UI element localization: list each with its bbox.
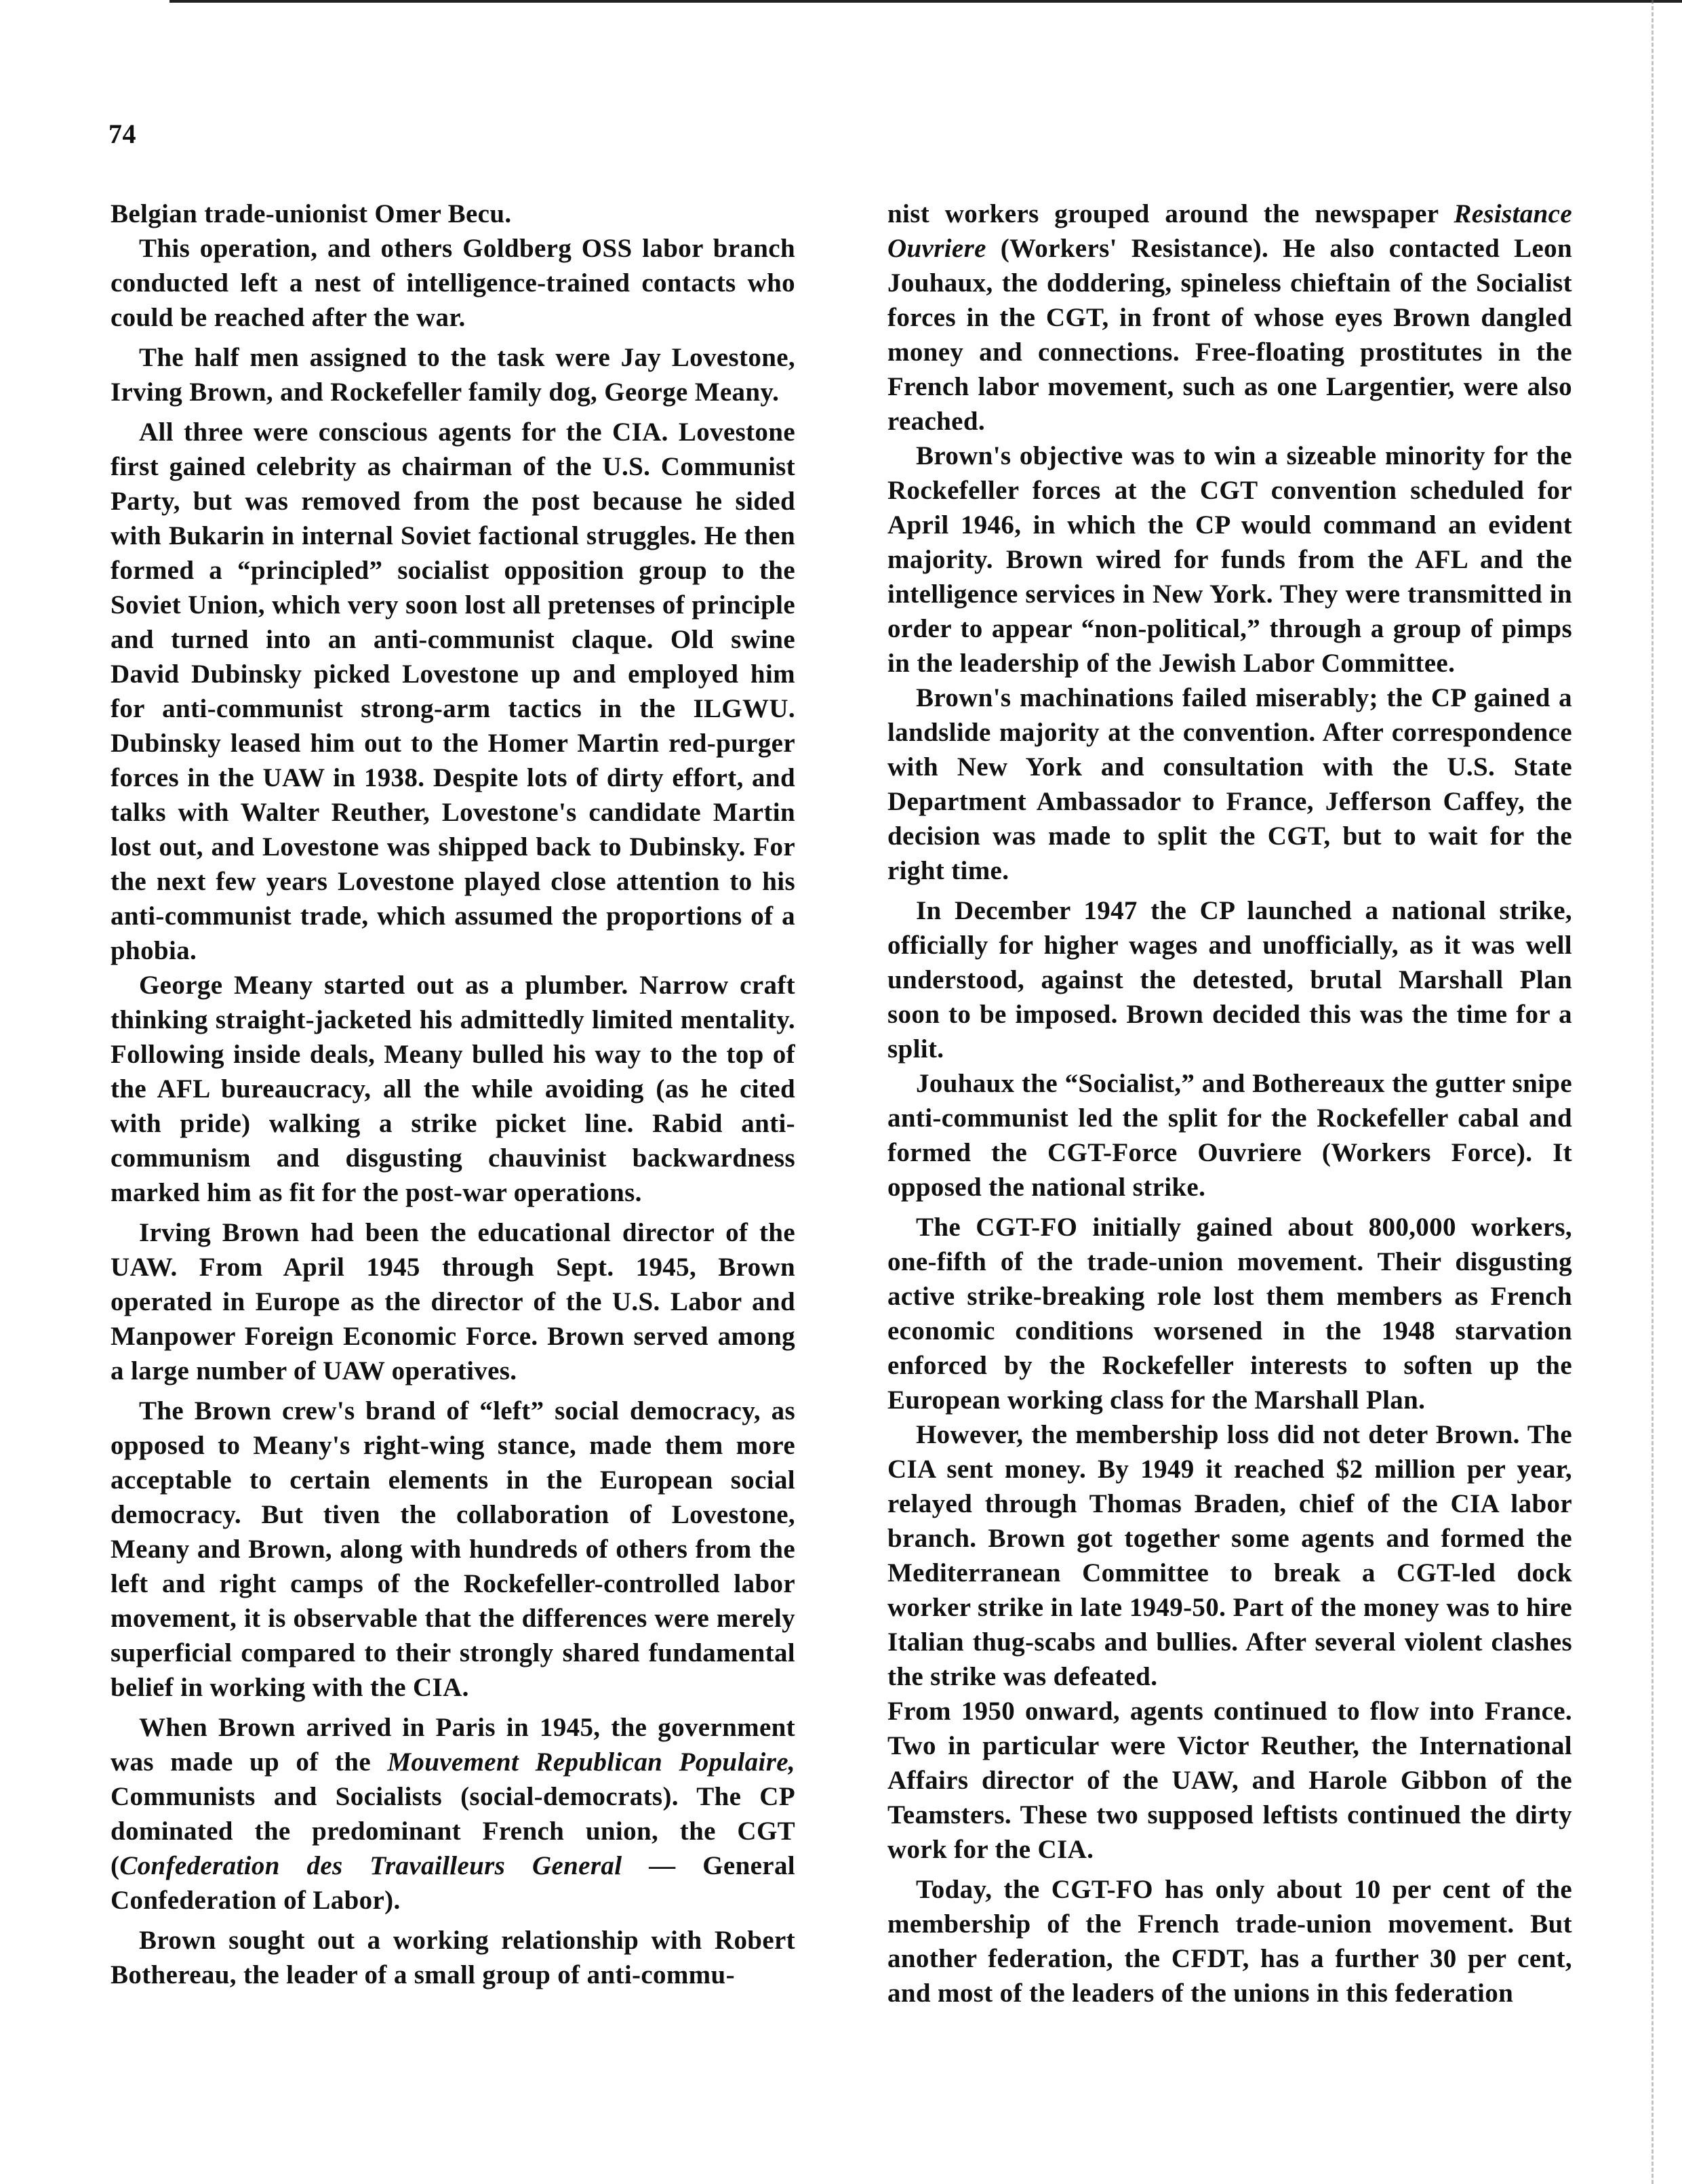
right-column xyxy=(887,197,1572,2010)
paragraph: Brown's objective was to win a sizeable minority for the Rockefeller forces at the CGT convention scheduled for April 1946, in which the CP would command an evident majority. Brown wired for funds from the AFL and the intelligence services in New York. They were transmitted in order to appear “non-political,” through a group of pimps in the leadership of the Jewish Labor Committee. xyxy=(887,441,1572,678)
left-column xyxy=(111,197,795,1992)
top-rule xyxy=(169,0,1682,3)
italic-text: Resistance Ouvriere xyxy=(887,199,1572,263)
paragraph: This operation, and others Goldberg OSS labor branch conducted left a nest of intelligence-trained contacts who could be reached after the war. xyxy=(111,234,795,332)
paragraph: Brown's machinations failed miserably; the CP gained a landslide majority at the convention. After correspondence with New York and consultation with the U.S. State Department Ambassador to France, Jefferson Caffey, the decision was made to split the CGT, but to wait for the right time. xyxy=(887,683,1572,885)
paragraph xyxy=(111,1710,795,1918)
text-segment: — General Confederation of Labor). xyxy=(111,1851,795,1915)
text-segment: When Brown arrived in Paris in 1945, the government was made up of the xyxy=(111,1713,795,1777)
paragraph: George Meany started out as a plumber. Narrow craft thinking straight-jacketed his admittedly limited mentality. Following inside deals, Meany bulled his way to the top of the AFL bureaucracy, all the while avoiding (as he cited with pride) walking a strike picket line. Rabid anti-communism and disgusting chauvinist backwardness marked him as fit for the post-war operations. xyxy=(111,971,795,1207)
italic-text: Mouvement Republican Populaire, xyxy=(387,1747,795,1777)
paragraph: However, the membership loss did not deter Brown. The CIA sent money. By 1949 it reached $2 million per year, relayed through Thomas Braden, chief of the CIA labor branch. Brown got together some agents and formed the Mediterranean Committee to break a CGT-led dock worker strike in late 1949-50. Part of the money was to hire Italian thug-scabs and bullies. After several violent clashes the strike was defeated. xyxy=(887,1420,1572,1691)
binding-edge xyxy=(1651,0,1677,2184)
text-segment: (Workers' Resistance). He also contacted Leon Jouhaux, the doddering, spineless chieftain of the Socialist forces in the CGT, in front of whose eyes Brown dangled money and connections. Free-floating prostitutes in the French labor movement, such as one Largentier, were also reached. xyxy=(887,234,1572,436)
text-segment: Communists and Socialists (social-democrats). The CP dominated the predominant French union, the CGT ( xyxy=(111,1782,795,1880)
paragraph: In December 1947 the CP launched a national strike, officially for higher wages and unofficially, as it was well understood, against the detested, brutal Marshall Plan soon to be imposed. Brown decided this was the time for a split. xyxy=(887,896,1572,1064)
italic-text: Confederation des Travailleurs General xyxy=(119,1851,622,1880)
paragraph: Today, the CGT-FO has only about 10 per cent of the membership of the French trade-union movement. But another federation, the CFDT, has a further 30 per cent, and most of the leaders of the unions in this federation xyxy=(887,1875,1572,2008)
paragraph: Brown sought out a working relationship with Robert Bothereau, the leader of a small group of anti-commu- xyxy=(111,1926,795,1989)
paragraph: From 1950 onward, agents continued to flow into France. Two in particular were Victor Reuther, the International Affairs director of the UAW, and Harole Gibbon of the Teamsters. These two supposed leftists continued the dirty work for the CIA. xyxy=(887,1697,1572,1864)
paragraph xyxy=(887,197,1572,439)
paragraph: Jouhaux the “Socialist,” and Bothereaux the gutter snipe anti-communist led the split for the Rockefeller cabal and formed the CGT-Force Ouvriere (Workers Force). It opposed the national strike. xyxy=(887,1069,1572,1202)
text-segment: nist workers grouped around the newspaper xyxy=(887,199,1454,228)
page-number: 74 xyxy=(108,119,136,149)
paragraph: The Brown crew's brand of “left” social democracy, as opposed to Meany's right-wing stance, made them more acceptable to certain elements in the European social democracy. But tiven the collaboration of Lovestone, Meany and Brown, along with hundreds of others from the left and right camps of the Rockefeller-controlled labor movement, it is observable that the differences were merely superficial compared to their strongly shared fundamental belief in working with the CIA. xyxy=(111,1396,795,1702)
paragraph: The half men assigned to the task were Jay Lovestone, Irving Brown, and Rockefeller family dog, George Meany. xyxy=(111,343,795,407)
paragraph: Irving Brown had been the educational director of the UAW. From April 1945 through Sept. 1945, Brown operated in Europe as the director of the U.S. Labor and Manpower Foreign Economic Force. Brown served among a large number of UAW operatives. xyxy=(111,1218,795,1386)
paragraph: All three were conscious agents for the CIA. Lovestone first gained celebrity as chairman of the U.S. Communist Party, but was removed from the post because he sided with Bukarin in internal Soviet factional struggles. He then formed a “principled” socialist opposition group to the Soviet Union, which very soon lost all pretenses of principle and turned into an anti-communist claque. Old swine David Dubinsky picked Lovestone up and employed him for anti-communist strong-arm tactics in the ILGWU. Dubinsky leased him out to the Homer Martin red-purger forces in the UAW in 1938. Despite lots of dirty effort, and talks with Walter Reuther, Lovestone's candidate Martin lost out, and Lovestone was shipped back to Dubinsky. For the next few years Lovestone played close attention to his anti-communist trade, which assumed the proportions of a phobia. xyxy=(111,418,795,965)
paragraph: The CGT-FO initially gained about 800,000 workers, one-fifth of the trade-union movement. Their disgusting active strike-breaking role lost them members as French economic conditions worsened in the 1948 starvation enforced by the Rockefeller interests to soften up the European working class for the Marshall Plan. xyxy=(887,1213,1572,1415)
paragraph: Belgian trade-unionist Omer Becu. xyxy=(111,199,512,228)
